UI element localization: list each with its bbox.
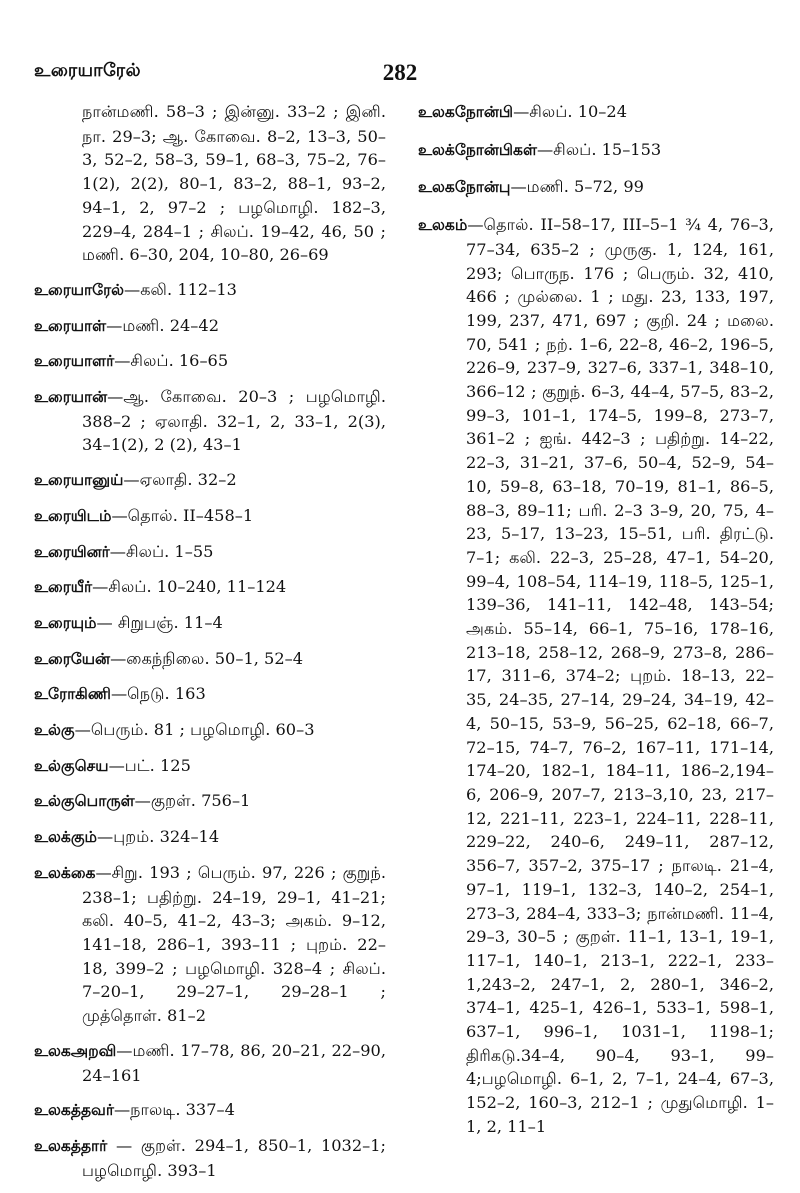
index-entry: [34, 278, 386, 303]
index-entry: [34, 718, 386, 743]
entry-headword: உரையான்: [34, 388, 108, 407]
entry-references: நான்மணி. 58–3 ; இன்னு. 33–2 ; இனி. நா. 29–3; ஆ. கோவை. 8–2, 13–3, 50–3, 52–2, 58–3, 59–1, 68–3, 75–2, 76–1(2), 2(2), 80–1, 83–2, 88–1, 93–2, 94–1, 2, 97–2 ; பழமொழி. 182–3, 229–4, 284–1 ; சிலப். 19–42, 46, 50 ; மணி. 6–30, 204, 10–80, 26–69: [82, 102, 386, 265]
index-entry: [34, 1134, 386, 1182]
entry-headword: உலகத்தவர்: [34, 1101, 114, 1120]
entry-references: —பெரும். 81 ; பழமொழி. 60–3: [74, 720, 315, 740]
entry-references: —சிலப். 1–55: [109, 541, 214, 561]
index-entry: [34, 385, 386, 457]
index-entry: [34, 861, 386, 1028]
entry-references: —புறம். 324–14: [97, 827, 220, 847]
index-entry: [34, 825, 386, 850]
index-entry: [418, 138, 774, 163]
entry-headword: உரையேன்: [34, 649, 111, 668]
entry-headword: உரையும்: [34, 613, 97, 632]
entry-references: — சிறுபஞ். 11–4: [96, 612, 223, 632]
entry-headword: உலகநோன்பு: [418, 178, 511, 197]
entry-references: —சிலப். 16–65: [114, 351, 229, 371]
index-entry: [34, 504, 386, 529]
index-entry: [418, 100, 774, 125]
index-entry: [34, 575, 386, 600]
index-entry: [34, 647, 386, 672]
index-entry: [34, 1098, 386, 1123]
entry-references: — குறள். 294–1, 850–1, 1032–1; பழமொழி. 393–1: [82, 1135, 386, 1180]
entry-references: —சிலப். 10–24: [513, 102, 627, 121]
running-head: உரையாரேல்: [34, 60, 142, 81]
entry-headword: உலக்நோன்பிகள்: [418, 140, 537, 159]
entry-references: —தொல். II–458–1: [111, 505, 254, 525]
right-column: [418, 100, 774, 1152]
entry-headword: உல்கு: [34, 721, 75, 740]
entry-references: —தொல். II–58–17, III–5–1 ¾ 4, 76–3, 77–34, 635–2 ; முருகு. 1, 124, 161, 293; பொருந. 176 ; பெரும். 32, 410, 466 ; முல்லை. 1 ; மது. 23, 133, 197, 199, 237, 471, 697 ; குறி. 24 ; மலை. 70, 541 ; நற். 1–6, 22–8, 46–2, 196–5, 226–9, 237–9, 327–6, 337–1, 348–10, 366–12 ; குறுந். 6–3, 44–4, 57–5, 83–2, 99–3, 101–1, 174–5, 199–8, 273–7, 361–2 ; ஐங். 442–3 ; பதிற்று. 14–22, 22–3, 31–21, 37–6, 50–4, 52–9, 54–10, 59–8, 63–18, 70–19, 81–1, 86–5, 88–3, 89–11; பரி. 2–3 3–9, 20, 75, 4–23, 5–17, 13–23, 15–51, பரி. திரட்டு. 7–1; கலி. 22–3, 25–28, 47–1, 54–20, 99–4, 108–54, 114–19, 118–5, 125–1, 139–36, 141–11, 142–48, 143–54; அகம். 55–14, 66–1, 75–16, 178–16, 213–18, 258–12, 268–9, 273–8, 286–17, 311–6, 374–2; புறம். 18–13, 22–35, 24–35, 27–14, 29–24, 34–19, 42–4, 50–15, 53–9, 56–25, 62–18, 66–7, 72–15, 74–7, 76–2, 167–11, 171–14, 174–20, 182–1, 184–11, 186–2,194–6, 206–9, 207–7, 213–3,10, 23, 217–12, 221–11, 223–1, 224–11, 228–11, 229–22, 240–6, 249–11, 287–12, 356–7, 357–2, 375–17 ; நாலடி. 21–4, 97–1, 119–1, 132–3, 140–2, 254–1, 273–3, 284–4, 333–3; நான்மணி. 11–4, 29–3, 30–5 ; குறள். 11–1, 13–1, 19–1, 117–1, 140–1, 213–1, 222–1, 233–1,243–2, 247–1, 2, 280–1, 346–2, 374–1, 425–1, 426–1, 533–1, 598–1, 637–1, 996–1, 1031–1, 1198–1; திரிகடு.34–4, 90–4, 93–1, 99–4;பழமொழி. 6–1, 2, 7–1, 24–4, 67–3, 152–2, 160–3, 212–1 ; முதுமொழி. 1–1, 2, 11–1: [466, 215, 774, 1136]
index-entry: [34, 100, 386, 267]
entry-references: —சிறு. 193 ; பெரும். 97, 226 ; குறுந். 238–1; பதிற்று. 24–19, 29–1, 41–21; கலி. 40–5, 41–2, 43–3; அகம். 9–12, 141–18, 286–1, 393–11 ; புறம். 22–18, 399–2 ; பழமொழி. 328–4 ; சிலப். 7–20–1, 29–27–1, 29–28–1 ; முத்தொள். 81–2: [82, 862, 386, 1026]
index-entry: [418, 175, 774, 200]
entry-references: —சிலப். 10–240, 11–124: [92, 577, 287, 597]
index-entry: [34, 754, 386, 779]
index-entry: [34, 540, 386, 565]
entry-headword: உரோகிணி: [34, 685, 111, 704]
entry-headword: உலகநோன்பி: [418, 103, 514, 121]
index-entry: [34, 1039, 386, 1087]
index-entry: [34, 789, 386, 814]
entry-references: —கைந்நிலை. 50–1, 52–4: [110, 648, 304, 668]
index-entry: [34, 468, 386, 493]
left-column: [34, 100, 386, 1193]
entry-references: —கலி. 112–13: [124, 279, 237, 299]
entry-headword: உரையாளர்: [34, 352, 115, 371]
entry-headword: உலக்கை: [34, 863, 96, 882]
entry-headword: உரையானுய்: [34, 471, 124, 490]
index-entry: [418, 213, 774, 1138]
index-entry: [34, 682, 386, 707]
entry-headword: உலக்கும்: [34, 828, 97, 847]
index-entry: [34, 611, 386, 636]
entry-headword: உரையாரேல்: [34, 280, 125, 299]
entry-references: —மணி. 17–78, 86, 20–21, 22–90, 24–161: [82, 1040, 386, 1085]
entry-references: —பட். 125: [108, 755, 191, 775]
entry-references: —சிலப். 15–153: [536, 139, 662, 159]
entry-headword: உல்குசெய: [34, 756, 109, 775]
entry-headword: உலகம்: [418, 216, 468, 235]
entry-headword: உலகத்தார்: [34, 1136, 108, 1155]
entry-references: —நாலடி. 337–4: [113, 1100, 235, 1120]
entry-headword: உரையினர்: [34, 542, 110, 561]
entry-references: —மணி. 5–72, 99: [510, 177, 644, 197]
entry-headword: உலகஅறவி: [34, 1041, 117, 1060]
entry-headword: உல்குபொருள்: [34, 792, 135, 811]
index-entry: [34, 314, 386, 339]
entry-references: —ஏலாதி. 32–2: [123, 470, 237, 490]
entry-references: —ஆ. கோவை. 20–3 ; பழமொழி. 388–2 ; ஏலாதி. 32–1, 2, 33–1, 2(3), 34–1(2), 2 (2), 43–1: [82, 387, 386, 455]
entry-references: —குறள். 756–1: [134, 791, 251, 811]
entry-headword: உரையீர்: [34, 578, 93, 597]
entry-references: —நெடு. 163: [110, 684, 206, 704]
page-number: 282: [382, 60, 418, 85]
index-entry: [34, 349, 386, 374]
entry-headword: உரையாள்: [34, 316, 107, 335]
entry-references: —மணி. 24–42: [106, 315, 219, 335]
entry-headword: உரையிடம்: [34, 506, 112, 525]
